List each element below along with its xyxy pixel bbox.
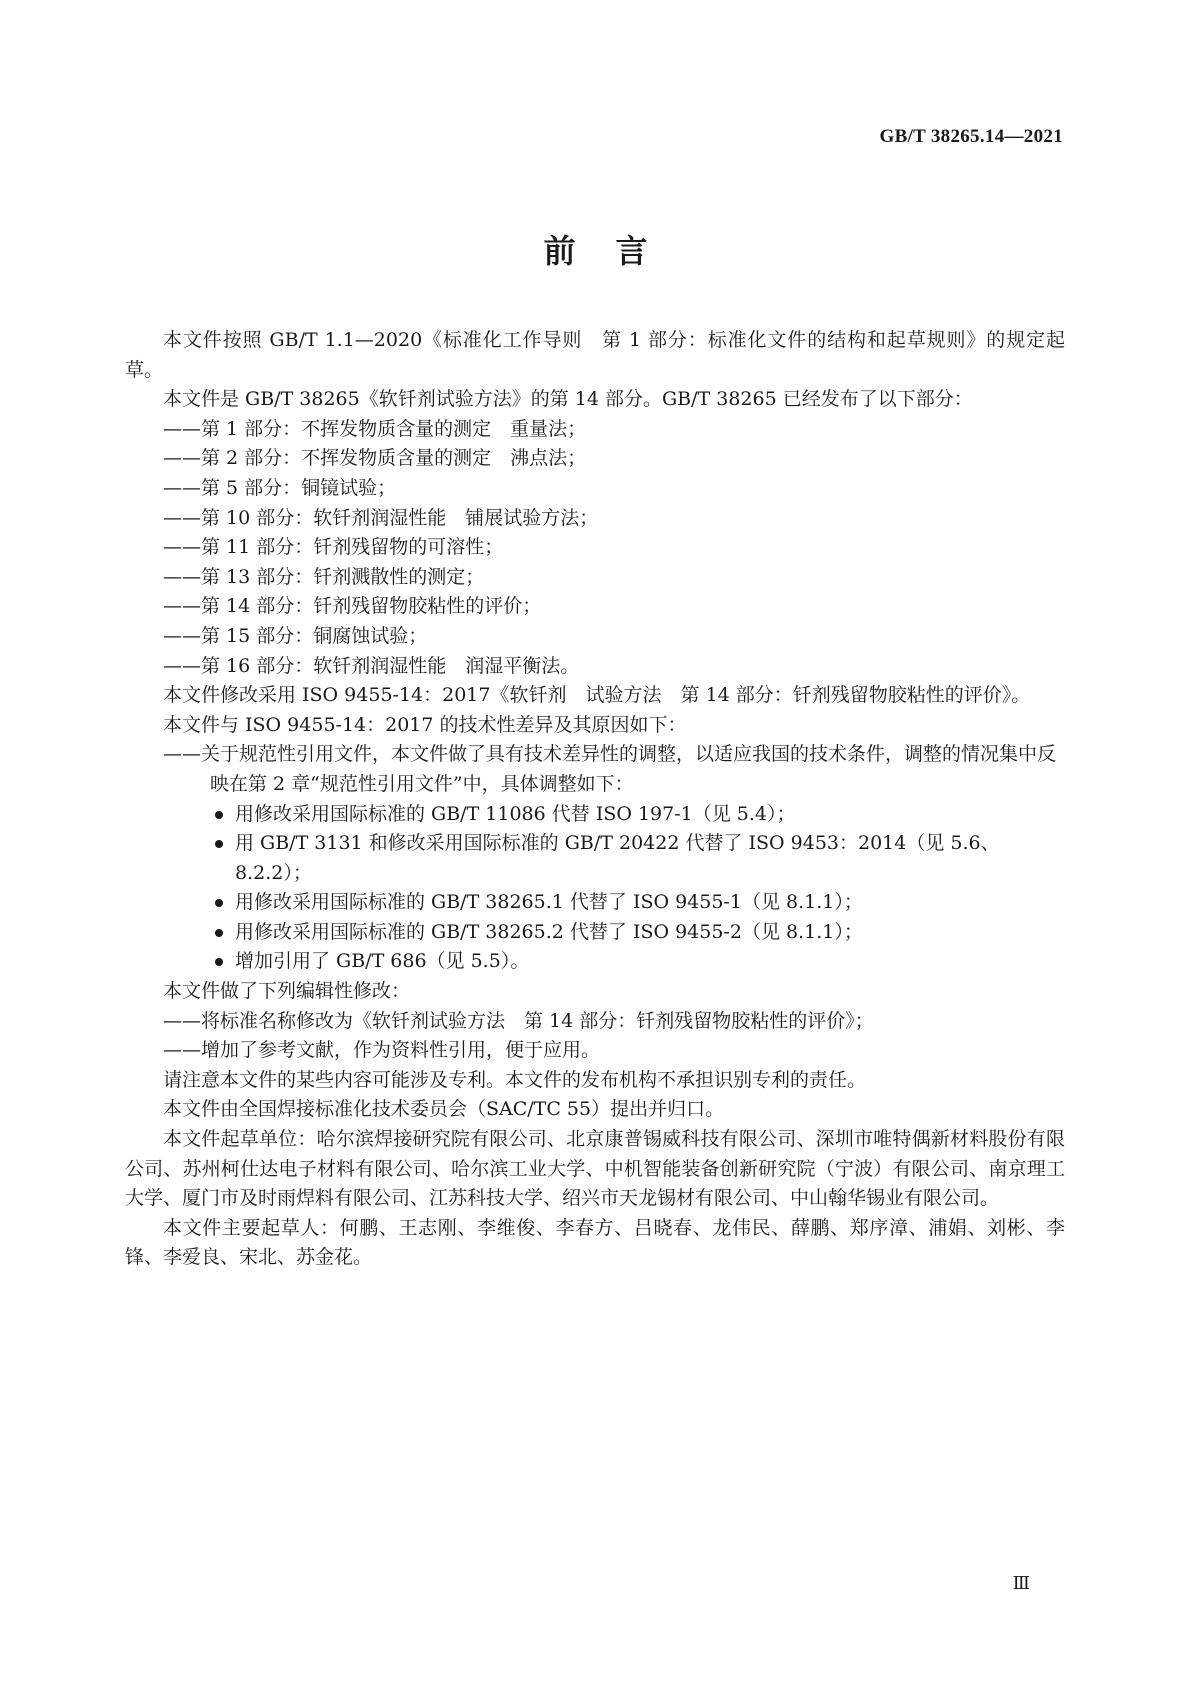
foreword-body: [125, 326, 1065, 1273]
list-item-part-15: ——第 15 部分：铜腐蚀试验；: [163, 624, 428, 647]
paragraph-technical-differences: 本文件与 ISO 9455-14：2017 的技术性差异及其原因如下：: [163, 713, 687, 736]
list-item-part-1: ——第 1 部分：不挥发物质含量的测定 重量法；: [163, 417, 587, 440]
bullet-item-5: [125, 947, 1065, 977]
paragraph-part-of-series: 本文件是 GB/T 38265《软钎剂试验方法》的第 14 部分。GB/T 38265 已经发布了以下部分：: [163, 388, 973, 411]
list-item-part-2: ——第 2 部分：不挥发物质含量的测定 沸点法；: [163, 447, 587, 470]
list-item-part-14: ——第 14 部分：钎剂残留物胶粘性的评价；: [163, 595, 542, 618]
paragraph-iso-adoption: 本文件修改采用 ISO 9455-14：2017《软钎剂 试验方法 第 14 部分：钎剂残留物胶粘性的评价》。: [163, 684, 1031, 707]
paragraph-drafting-rules: 本文件按照 GB/T 1.1—2020《标准化工作导则 第 1 部分：标准化文件的结构和起草规则》的规定起草。: [125, 329, 1065, 381]
paragraph-drafting-units: 本文件起草单位：哈尔滨焊接研究院有限公司、北京康普锡威科技有限公司、深圳市唯特偶新材料股份有限公司、苏州柯仕达电子材料有限公司、哈尔滨工业大学、中机智能装备创新研究院（宁波）有限公司、南京理工大学、厦门市及时雨焊料有限公司、江苏科技大学、绍兴市天龙锡材有限公司、中山翰华锡业有限公司。: [125, 1128, 1065, 1210]
paragraph-editorial-changes: 本文件做了下列编辑性修改：: [163, 980, 411, 1003]
list-item-part-5: ——第 5 部分：铜镜试验；: [163, 476, 397, 499]
list-item-normative-references: ——关于规范性引用文件，本文件做了具有技术差异性的调整，以适应我国的技术条件，调整的情况集中反映在第 2 章“规范性引用文件”中，具体调整如下：: [163, 743, 1057, 795]
page-title: 前言: [543, 232, 688, 270]
bullet-item-1: [125, 800, 1065, 830]
bullet-dot-icon: [215, 811, 223, 819]
bullet-item-2: [125, 829, 1065, 888]
bullet-item-4: [125, 918, 1065, 948]
paragraph-drafters: 本文件主要起草人：何鹏、王志刚、李维俊、李春方、吕晓春、龙伟民、薛鹏、郑序漳、浦娟、刘彬、李锋、李爱良、宋北、苏金花。: [125, 1216, 1065, 1269]
list-item-part-10: ——第 10 部分：软钎剂润湿性能 铺展试验方法；: [163, 506, 599, 529]
bullet-text: 用修改采用国际标准的 GB/T 38265.2 代替了 ISO 9455-2（见 8.1.1）；: [235, 920, 863, 943]
paragraph-patent-notice: 请注意本文件的某些内容可能涉及专利。本文件的发布机构不承担识别专利的责任。: [163, 1068, 867, 1091]
bullet-item-3: [125, 888, 1065, 918]
bullet-text: 增加引用了 GB/T 686（见 5.5）。: [235, 950, 530, 973]
bullet-dot-icon: [215, 929, 223, 937]
bullet-dot-icon: [215, 840, 223, 848]
list-item-part-16: ——第 16 部分：软钎剂润湿性能 润湿平衡法。: [163, 654, 580, 677]
list-item-bibliography: ——增加了参考文献，作为资料性引用，便于应用。: [163, 1039, 601, 1062]
bullet-text: 用修改采用国际标准的 GB/T 38265.1 代替了 ISO 9455-1（见 8.1.1）；: [235, 891, 863, 914]
page-number: Ⅲ: [1012, 1573, 1029, 1593]
list-item-title-change: ——将标准名称修改为《软钎剂试验方法 第 14 部分：钎剂残留物胶粘性的评价》；: [163, 1009, 874, 1032]
bullet-text: 用修改采用国际标准的 GB/T 11086 代替 ISO 197-1（见 5.4）；: [235, 802, 796, 825]
bullet-text: 用 GB/T 3131 和修改采用国际标准的 GB/T 20422 代替了 ISO 9453：2014（见 5.6、8.2.2）；: [235, 832, 1000, 884]
paragraph-committee: 本文件由全国焊接标准化技术委员会（SAC/TC 55）提出并归口。: [163, 1098, 725, 1121]
list-item-part-11: ——第 11 部分：钎剂残留物的可溶性；: [163, 536, 504, 559]
bullet-dot-icon: [215, 958, 223, 966]
bullet-dot-icon: [215, 899, 223, 907]
standard-number: GB/T 38265.14—2021: [879, 126, 1063, 147]
list-item-part-13: ——第 13 部分：钎剂溅散性的测定；: [163, 565, 485, 588]
